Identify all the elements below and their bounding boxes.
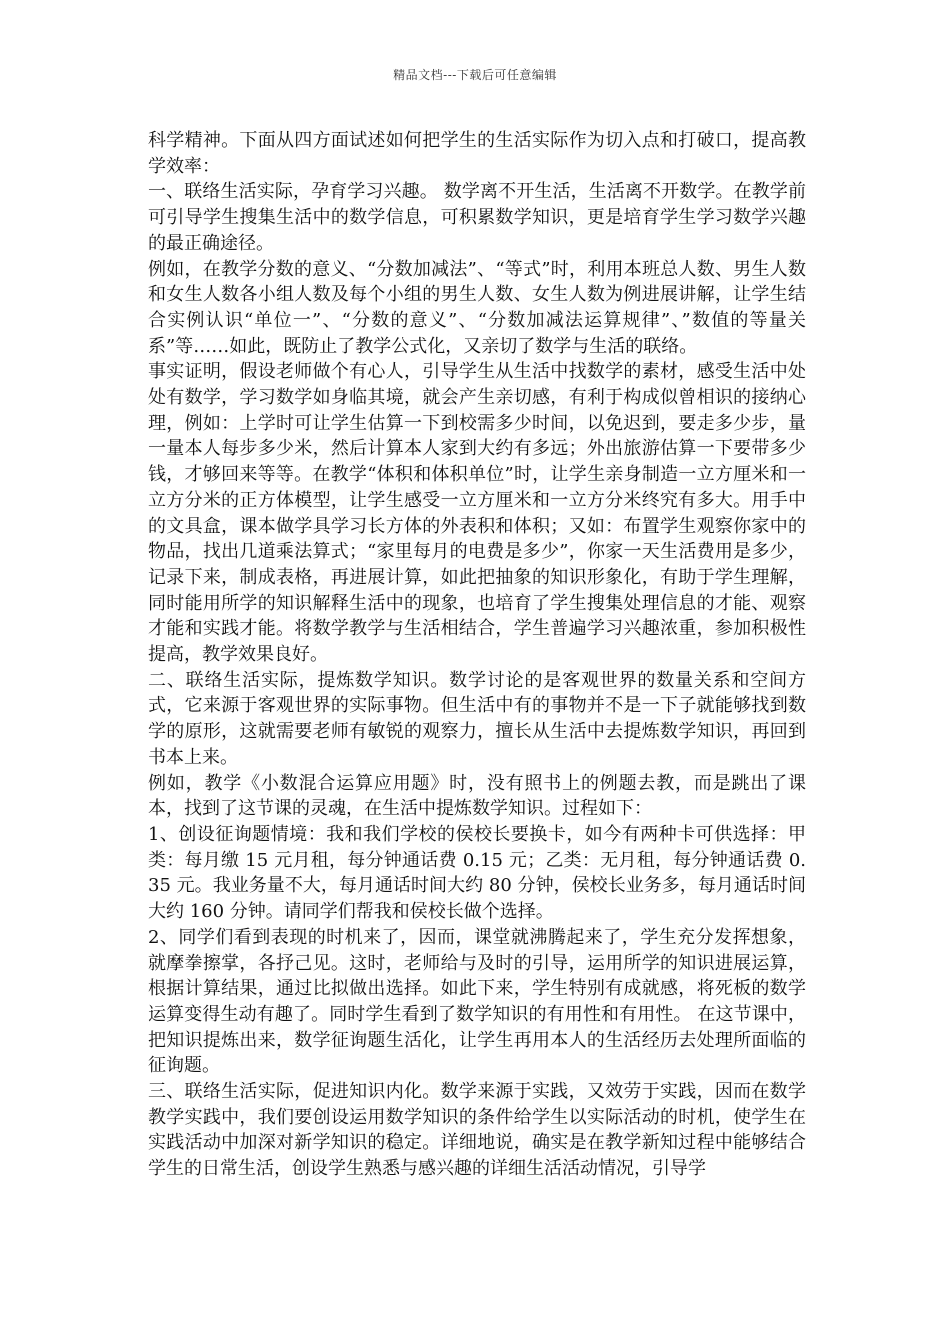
paragraph: 1、创设征询题情境：我和我们学校的侯校长要换卡，如今有两种卡可供选择：甲类：每月缴 15 元月租，每分钟通话费 0.15 元；乙类：无月租，每分钟通话费 0.35 元。我业务量不大，每月通话时间大约 80 分钟，侯校长业务多，每月通话时间大约 160 分钟。请同学们帮我和侯校长做个选择。 (148, 823, 806, 923)
paragraph: 三、联络生活实际，促进知识内化。数学来源于实践，又效劳于实践，因而在数学教学实践中，我们要创设运用数学知识的条件给学生以实际活动的时机，使学生在实践活动中加深对新学知识的稳定。详细地说，确实是在教学新知过程中能够结合学生的日常生活，创设学生熟悉与感兴趣的详细生活活动情况，引导学 (148, 1081, 806, 1180)
document-body (148, 128, 806, 1182)
paragraph: 例如，教学《小数混合运算应用题》时，没有照书上的例题去教，而是跳出了课本，找到了这节课的灵魂，在生活中提炼数学知识。过程如下： (148, 772, 806, 820)
page-header: 精品文档---下载后可任意编辑 (393, 68, 557, 82)
paragraph: 2、同学们看到表现的时机来了，因而，课堂就沸腾起来了，学生充分发挥想象，就摩拳擦掌，各抒己见。这时，老师给与及时的引导，运用所学的知识进展运算，根据计算结果，通过比拟做出选择。如此下来，学生特别有成就感，将死板的数学运算变得生动有趣了。同时学生看到了数学知识的有用性和有用性。 在这节课中，把知识提炼出来，数学征询题生活化，让学生再用本人的生活经历去处理所面临的征询题。 (148, 926, 806, 1077)
paragraph: 事实证明，假设老师做个有心人，引导学生从生活中找数学的素材，感受生活中处处有数学，学习数学如身临其境，就会产生亲切感，有利于构成似曾相识的接纳心理，例如：上学时可让学生估算一下到校需多少时间，以免迟到，要走多少步，量一量本人每步多少米，然后计算本人家到大约有多远；外出旅游估算一下要带多少钱，才够回来等等。在教学“体积和体积单位”时，让学生亲身制造一立方厘米和一立方分米的正方体模型，让学生感受一立方厘米和一立方分米终究有多大。用手中的文具盒，课本做学具学习长方体的外表积和体积；又如：布置学生观察你家中的物品，找出几道乘法算式；“家里每月的电费是多少”，你家一天生活费用是多少，记录下来，制成表格，再进展计算，如此把抽象的知识形象化，有助于学生理解，同时能用所学的知识解释生活中的现象，也培育了学生搜集处理信息的才能、观察才能和实践才能。将数学教学与生活相结合，学生普遍学习兴趣浓重，参加积极性提高，教学效果良好。 (148, 361, 806, 666)
paragraph: 例如，在教学分数的意义、“分数加减法”、“等式”时，利用本班总人数、男生人数和女生人数各小组人数及每个小组的男生人数、女生人数为例进展讲解，让学生结合实例认识“单位一”、“分数的意义”、“分数加减法运算规律”、”数值的等量关系”等……如此，既防止了教学公式化，又亲切了数学与生活的联络。 (148, 258, 806, 357)
paragraph: 一、联络生活实际，孕育学习兴趣。 数学离不开生活，生活离不开数学。在教学前可引导学生搜集生活中的数学信息，可积累数学知识，更是培育学生学习数学兴趣的最正确途径。 (148, 181, 806, 254)
paragraph: 二、联络生活实际，提炼数学知识。数学讨论的是客观世界的数量关系和空间方式，它来源于客观世界的实际事物。但生活中有的事物并不是一下子就能够找到数学的原形，这就需要老师有敏锐的观察力，擅长从生活中去提炼数学知识，再回到书本上来。 (148, 669, 806, 768)
paragraph: 科学精神。下面从四方面试述如何把学生的生活实际作为切入点和打破口，提高教学效率： (148, 130, 806, 177)
